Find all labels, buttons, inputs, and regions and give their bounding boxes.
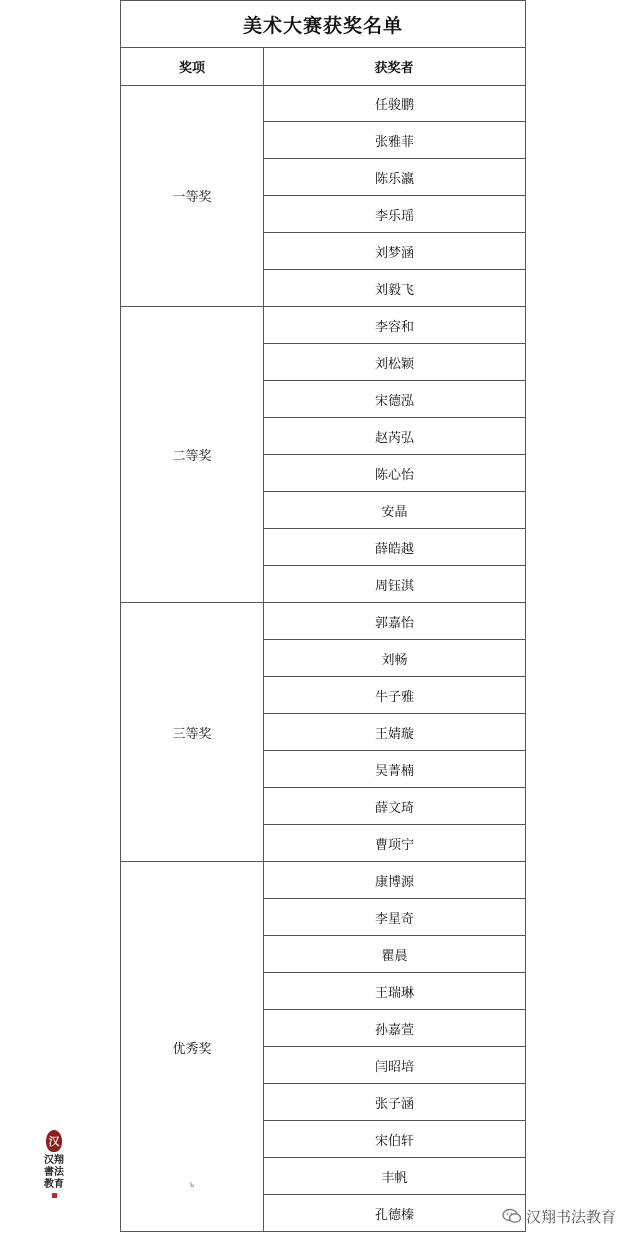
header-winner: 获奖者 xyxy=(374,60,414,76)
winner-name: 郭嘉怡 xyxy=(264,603,525,640)
winner-name: 李星奇 xyxy=(264,899,525,936)
winner-name: 牛子雅 xyxy=(264,677,525,714)
winner-name: 刘毅飞 xyxy=(374,283,414,298)
winner-name: 刘畅 xyxy=(264,640,525,677)
winner-list xyxy=(264,307,525,602)
winner-name: 李乐瑶 xyxy=(264,196,525,233)
winner-name: 宋德泓 xyxy=(264,381,525,418)
winner-name: 薛文琦 xyxy=(264,788,525,825)
seal-mark: 汉 xyxy=(46,1130,62,1152)
winner-name: 孔德榛 xyxy=(374,1208,414,1223)
winner-name: 李容和 xyxy=(264,307,525,344)
award-group xyxy=(121,85,525,307)
watermark-text: 汉翔书法教育 xyxy=(526,1207,617,1226)
winner-name: 薛皓越 xyxy=(264,529,525,566)
winner-name: 王婧璇 xyxy=(264,714,525,751)
winner-name: 张子涵 xyxy=(264,1084,525,1121)
winner-name: 闫昭培 xyxy=(264,1047,525,1084)
wechat-icon xyxy=(502,1208,522,1224)
winner-name: 赵芮弘 xyxy=(264,418,525,455)
winner-list xyxy=(264,862,525,1232)
winner-name: 陈心怡 xyxy=(264,455,525,492)
seal-text: 汉翔書法教育 xyxy=(44,1155,64,1190)
header-award: 奖项 xyxy=(178,60,205,76)
winner-name: 宋伯轩 xyxy=(264,1121,525,1158)
winner-name: 安晶 xyxy=(264,492,525,529)
award-group xyxy=(121,862,525,1232)
seal-dot xyxy=(52,1193,57,1198)
winner-name: 康博源 xyxy=(264,862,525,899)
winner-list xyxy=(264,603,525,861)
table-title: 美术大赛获奖名单 xyxy=(121,1,525,48)
award-label: 优秀奖 xyxy=(172,1041,212,1057)
winner-name: 张雅菲 xyxy=(264,122,525,159)
award-group xyxy=(121,307,525,603)
winner-name: 刘梦涵 xyxy=(264,233,525,270)
award-label: 一等奖 xyxy=(172,190,212,205)
winner-name: 周钰淇 xyxy=(374,579,414,594)
winner-name: 曹项宁 xyxy=(374,838,414,853)
calligraphy-seal-logo xyxy=(44,1130,64,1240)
winner-list xyxy=(264,85,525,306)
award-label: 二等奖 xyxy=(172,449,212,464)
award-group xyxy=(121,603,525,862)
winner-name: 刘松颖 xyxy=(264,344,525,381)
watermark xyxy=(502,1205,616,1227)
winner-name: 王瑞琳 xyxy=(264,973,525,1010)
stray-mark: ъ xyxy=(189,1180,195,1189)
winner-name: 孙嘉萱 xyxy=(264,1010,525,1047)
award-table xyxy=(120,0,526,1232)
winner-name: 任骏鹏 xyxy=(264,85,525,122)
award-label: 三等奖 xyxy=(172,726,212,742)
winner-name: 丰帆 xyxy=(264,1158,525,1195)
table-header-row xyxy=(121,47,525,86)
winner-name: 陈乐瀛 xyxy=(264,159,525,196)
winner-name: 吴菁楠 xyxy=(264,751,525,788)
winner-name: 瞿晨 xyxy=(264,936,525,973)
